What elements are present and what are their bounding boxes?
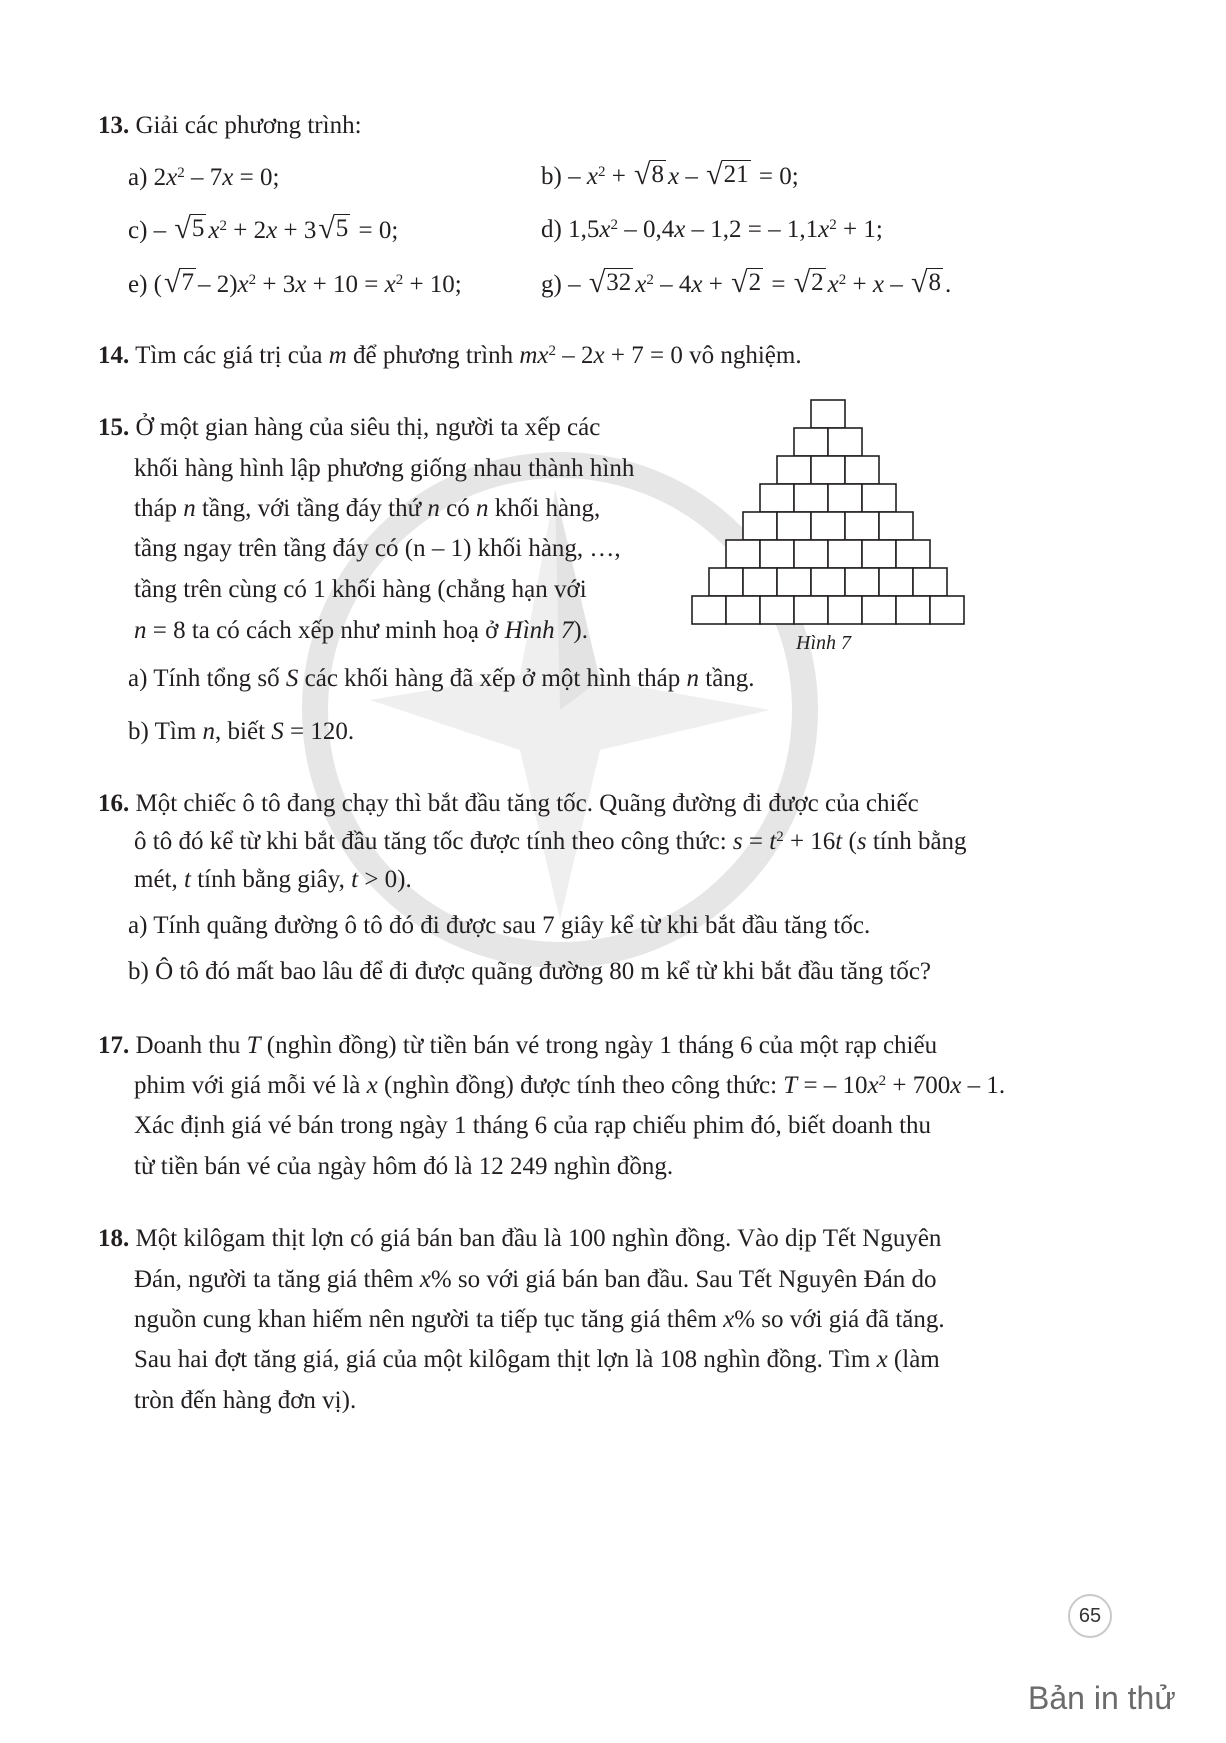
problem-18-line-4: Sau hai đợt tăng giá, giá của một kilôgam thịt lợn là 108 nghìn đồng. Tìm x (làm	[134, 1346, 940, 1373]
pyramid-block	[811, 568, 845, 596]
pyramid-block	[777, 456, 811, 484]
pyramid-block	[760, 596, 794, 624]
problem-17-line-4: từ tiền bán vé của ngày hôm đó là 12 249 nghìn đồng.	[134, 1153, 674, 1180]
figure-caption: Hình 7	[796, 632, 851, 654]
problem-number: 13.	[98, 112, 130, 139]
eq-13g: g) – √ 32 $x^2 - 4x$ + √ 2 = √ 2 $x^2 + x$ – √ 8 .	[541, 266, 952, 299]
eq-13d: d) $1,5x^2 - 0,4x - 1,2$ = – $1,1x^2 + 1$;	[541, 216, 883, 243]
pyramid-block	[726, 596, 760, 624]
pyramid-block	[794, 540, 828, 568]
pyramid-block	[879, 568, 913, 596]
problem-15-line-6: n = 8 ta có cách xếp như minh hoạ ở Hình 7).	[134, 617, 588, 644]
problem-16a: a) Tính quãng đường ô tô đó đi được sau 7 giây kể từ khi bắt đầu tăng tốc.	[128, 912, 871, 939]
pyramid-block	[828, 484, 862, 512]
pyramid-block	[760, 484, 794, 512]
pyramid-block	[760, 540, 794, 568]
pyramid-block	[845, 456, 879, 484]
pyramid-block	[828, 428, 862, 456]
eq-13c: c) – √ 5 $x^2 + 2x + 3$ √ 5 = 0;	[128, 212, 399, 245]
pyramid-block	[845, 568, 879, 596]
pyramid-block	[794, 484, 828, 512]
problem-16b: b) Ô tô đó mất bao lâu để đi được quãng đường 80 m kể từ khi bắt đầu tăng tốc?	[128, 958, 932, 985]
page-number: 65	[1068, 1594, 1112, 1638]
pyramid-block	[896, 596, 930, 624]
problem-15-line-5: tầng trên cùng có 1 khối hàng (chẳng hạn với	[134, 576, 587, 603]
pyramid-block	[743, 512, 777, 540]
pyramid-block	[828, 596, 862, 624]
pyramid-block	[913, 568, 947, 596]
pyramid-block	[692, 596, 726, 624]
problem-16-line-2: ô tô đó kể từ khi bắt đầu tăng tốc được tính theo công thức: $s = t^2 + 16t$ (s tính bằng	[134, 828, 967, 855]
eq-13e: e) ( √ 7 – $2)x^2 + 3x + 10 = x^2 + 10$;	[128, 266, 462, 299]
problem-17-line-3: Xác định giá vé bán trong ngày 1 tháng 6 của rạp chiếu phim đó, biết doanh thu	[134, 1112, 932, 1139]
eq-13b: $b) - x^2$ + √ 8 x – √ 21 = 0;	[541, 158, 799, 191]
pyramid-block	[777, 512, 811, 540]
pyramid-block	[845, 512, 879, 540]
pyramid-block	[862, 484, 896, 512]
pyramid-block	[811, 400, 845, 428]
pyramid-block	[811, 512, 845, 540]
eq-13a: a) $2x^2 - 7x = 0$;	[128, 164, 280, 191]
problem-15-line-2: khối hàng hình lập phương giống nhau thành hình	[134, 455, 635, 482]
problem-18-line-3: nguồn cung khan hiếm nên người ta tiếp tục tăng giá thêm x% so với giá đã tăng.	[134, 1306, 945, 1333]
problem-15-line-3: tháp n tầng, với tầng đáy thứ n có n khối hàng,	[134, 495, 601, 522]
problem-18-line-5: tròn đến hàng đơn vị).	[134, 1387, 357, 1414]
pyramid-block	[777, 568, 811, 596]
pyramid-block	[879, 512, 913, 540]
pyramid-block	[862, 540, 896, 568]
problem-17-line-1: 17. Doanh thu T (nghìn đồng) từ tiền bán vé trong ngày 1 tháng 6 của một rạp chiếu	[98, 1032, 938, 1059]
problem-18-line-1: 18. Một kilôgam thịt lợn có giá bán ban đầu là 100 nghìn đồng. Vào dịp Tết Nguyên	[98, 1225, 942, 1252]
pyramid-block	[862, 596, 896, 624]
problem-18-line-2: Đán, người ta tăng giá thêm x% so với giá bán ban đầu. Sau Tết Nguyên Đán do	[134, 1266, 937, 1293]
problem-17-line-2: phim với giá mỗi vé là x (nghìn đồng) được tính theo công thức: T = – $10x^2 + 700x - 1$.	[134, 1072, 1006, 1099]
pyramid-block	[828, 540, 862, 568]
pyramid-block	[794, 428, 828, 456]
pyramid-block	[743, 568, 777, 596]
pyramid-block	[811, 456, 845, 484]
problem-15-line-1: 15. Ở một gian hàng của siêu thị, người ta xếp các	[98, 414, 601, 441]
draft-label: Bản in thử	[1028, 1680, 1176, 1716]
problem-13-title: Giải các phương trình:	[135, 112, 362, 139]
problem-15a: a) Tính tổng số S các khối hàng đã xếp ở một hình tháp n tầng.	[128, 665, 755, 692]
problem-14: 14. Tìm các giá trị của m để phương trình $mx^2 - 2x + 7 = 0$ vô nghiệm.	[98, 342, 802, 369]
pyramid-block	[726, 540, 760, 568]
problem-16-line-3: mét, t tính bằng giây, t > 0).	[134, 866, 412, 893]
pyramid-block	[794, 596, 828, 624]
problem-13-heading	[98, 112, 362, 140]
pyramid-block	[896, 540, 930, 568]
problem-16-line-1: 16. Một chiếc ô tô đang chạy thì bắt đầu tăng tốc. Quãng đường đi được của chiếc	[98, 790, 919, 817]
problem-15-line-4: tầng ngay trên tầng đáy có (n – 1) khối hàng, …,	[134, 535, 621, 562]
pyramid-block	[930, 596, 964, 624]
pyramid-block	[709, 568, 743, 596]
problem-15b: b) Tìm n, biết S = 120.	[128, 718, 355, 745]
pyramid-figure	[690, 398, 970, 630]
